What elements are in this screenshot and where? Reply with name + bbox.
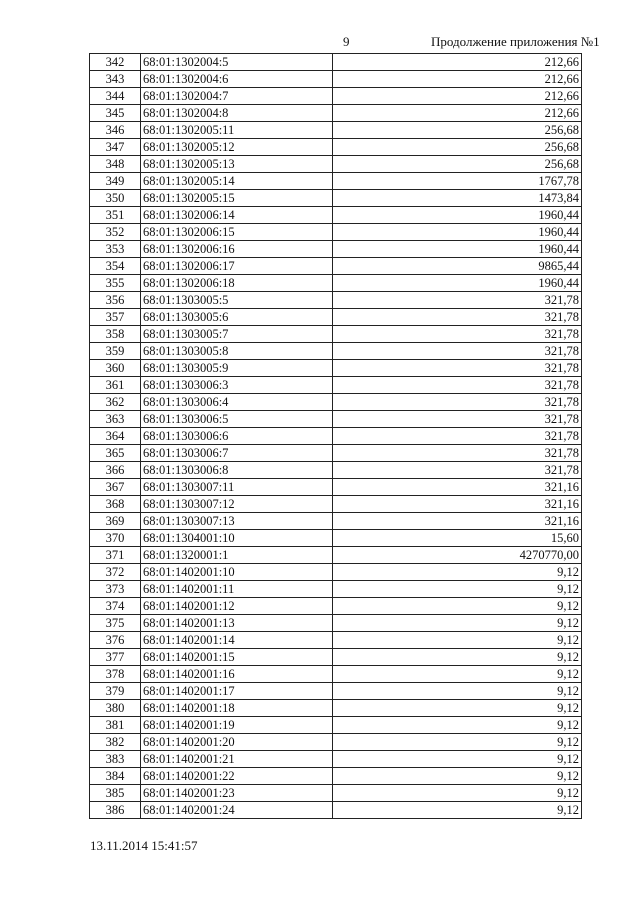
row-number-cell: 377 — [90, 649, 141, 666]
cadastral-number-cell: 68:01:1303005:5 — [141, 292, 333, 309]
page-header-title: Продолжение приложения №1 — [431, 34, 600, 49]
value-cell: 1960,44 — [333, 224, 582, 241]
cadastral-number-cell: 68:01:1302004:7 — [141, 88, 333, 105]
cadastral-number-cell: 68:01:1303005:9 — [141, 360, 333, 377]
row-number-cell: 360 — [90, 360, 141, 377]
value-cell: 321,78 — [333, 411, 582, 428]
value-cell: 9,12 — [333, 632, 582, 649]
table-row — [90, 513, 582, 530]
row-number-cell: 382 — [90, 734, 141, 751]
row-number-cell: 373 — [90, 581, 141, 598]
row-number-cell: 355 — [90, 275, 141, 292]
table-row — [90, 275, 582, 292]
table-row — [90, 683, 582, 700]
cadastral-number-cell: 68:01:1402001:17 — [141, 683, 333, 700]
cadastral-number-cell: 68:01:1303005:8 — [141, 343, 333, 360]
row-number-cell: 348 — [90, 156, 141, 173]
row-number-cell: 347 — [90, 139, 141, 156]
row-number-cell: 356 — [90, 292, 141, 309]
table-row — [90, 717, 582, 734]
cadastral-number-cell: 68:01:1320001:1 — [141, 547, 333, 564]
cadastral-number-cell: 68:01:1302004:5 — [141, 54, 333, 71]
cadastral-number-cell: 68:01:1303007:12 — [141, 496, 333, 513]
cadastral-number-cell: 68:01:1302005:11 — [141, 122, 333, 139]
cadastral-number-cell: 68:01:1402001:18 — [141, 700, 333, 717]
cadastral-number-cell: 68:01:1302006:17 — [141, 258, 333, 275]
row-number-cell: 354 — [90, 258, 141, 275]
cadastral-number-cell: 68:01:1402001:19 — [141, 717, 333, 734]
value-cell: 321,78 — [333, 394, 582, 411]
value-cell: 9,12 — [333, 683, 582, 700]
value-cell: 9,12 — [333, 717, 582, 734]
cadastral-number-cell: 68:01:1303005:7 — [141, 326, 333, 343]
row-number-cell: 378 — [90, 666, 141, 683]
cadastral-number-cell: 68:01:1302006:16 — [141, 241, 333, 258]
table-row — [90, 360, 582, 377]
cadastral-number-cell: 68:01:1303007:11 — [141, 479, 333, 496]
table-row — [90, 173, 582, 190]
table-row — [90, 632, 582, 649]
table-row — [90, 428, 582, 445]
row-number-cell: 371 — [90, 547, 141, 564]
cadastral-number-cell: 68:01:1402001:23 — [141, 785, 333, 802]
cadastral-number-cell: 68:01:1402001:15 — [141, 649, 333, 666]
value-cell: 321,78 — [333, 428, 582, 445]
value-cell: 15,60 — [333, 530, 582, 547]
table-row — [90, 122, 582, 139]
table-row — [90, 258, 582, 275]
value-cell: 212,66 — [333, 88, 582, 105]
value-cell: 1473,84 — [333, 190, 582, 207]
table-row — [90, 768, 582, 785]
table-row — [90, 309, 582, 326]
row-number-cell: 345 — [90, 105, 141, 122]
row-number-cell: 364 — [90, 428, 141, 445]
row-number-cell: 363 — [90, 411, 141, 428]
table-row — [90, 615, 582, 632]
row-number-cell: 383 — [90, 751, 141, 768]
row-number-cell: 346 — [90, 122, 141, 139]
table-row — [90, 785, 582, 802]
row-number-cell: 351 — [90, 207, 141, 224]
value-cell: 212,66 — [333, 105, 582, 122]
table-row — [90, 241, 582, 258]
table-row — [90, 581, 582, 598]
row-number-cell: 344 — [90, 88, 141, 105]
row-number-cell: 361 — [90, 377, 141, 394]
row-number-cell: 366 — [90, 462, 141, 479]
row-number-cell: 352 — [90, 224, 141, 241]
value-cell: 256,68 — [333, 156, 582, 173]
cadastral-number-cell: 68:01:1402001:22 — [141, 768, 333, 785]
table-row — [90, 394, 582, 411]
cadastral-number-cell: 68:01:1402001:16 — [141, 666, 333, 683]
value-cell: 321,78 — [333, 377, 582, 394]
row-number-cell: 372 — [90, 564, 141, 581]
cadastral-number-cell: 68:01:1402001:10 — [141, 564, 333, 581]
value-cell: 9,12 — [333, 581, 582, 598]
value-cell: 9,12 — [333, 564, 582, 581]
table-row — [90, 190, 582, 207]
value-cell: 1960,44 — [333, 241, 582, 258]
cadastral-number-cell: 68:01:1302006:18 — [141, 275, 333, 292]
row-number-cell: 357 — [90, 309, 141, 326]
row-number-cell: 370 — [90, 530, 141, 547]
data-table — [89, 53, 582, 819]
cadastral-number-cell: 68:01:1303006:4 — [141, 394, 333, 411]
value-cell: 9,12 — [333, 785, 582, 802]
value-cell: 321,78 — [333, 292, 582, 309]
row-number-cell: 386 — [90, 802, 141, 819]
value-cell: 1960,44 — [333, 207, 582, 224]
cadastral-number-cell: 68:01:1303006:6 — [141, 428, 333, 445]
cadastral-number-cell: 68:01:1302004:8 — [141, 105, 333, 122]
row-number-cell: 343 — [90, 71, 141, 88]
table-row — [90, 411, 582, 428]
cadastral-number-cell: 68:01:1402001:11 — [141, 581, 333, 598]
cadastral-number-cell: 68:01:1302005:14 — [141, 173, 333, 190]
table-row — [90, 224, 582, 241]
row-number-cell: 359 — [90, 343, 141, 360]
table-row — [90, 139, 582, 156]
table-row — [90, 462, 582, 479]
table-row — [90, 598, 582, 615]
table-row — [90, 156, 582, 173]
cadastral-number-cell: 68:01:1302004:6 — [141, 71, 333, 88]
value-cell: 4270770,00 — [333, 547, 582, 564]
table-row — [90, 343, 582, 360]
value-cell: 321,16 — [333, 513, 582, 530]
cadastral-number-cell: 68:01:1402001:21 — [141, 751, 333, 768]
row-number-cell: 376 — [90, 632, 141, 649]
cadastral-number-cell: 68:01:1303006:3 — [141, 377, 333, 394]
value-cell: 9,12 — [333, 802, 582, 819]
cadastral-number-cell: 68:01:1303006:5 — [141, 411, 333, 428]
value-cell: 321,78 — [333, 462, 582, 479]
row-number-cell: 380 — [90, 700, 141, 717]
value-cell: 321,16 — [333, 479, 582, 496]
cadastral-number-cell: 68:01:1402001:20 — [141, 734, 333, 751]
row-number-cell: 381 — [90, 717, 141, 734]
table-row — [90, 105, 582, 122]
row-number-cell: 353 — [90, 241, 141, 258]
value-cell: 321,78 — [333, 360, 582, 377]
table-row — [90, 547, 582, 564]
row-number-cell: 365 — [90, 445, 141, 462]
cadastral-number-cell: 68:01:1302005:15 — [141, 190, 333, 207]
row-number-cell: 350 — [90, 190, 141, 207]
value-cell: 321,16 — [333, 496, 582, 513]
row-number-cell: 369 — [90, 513, 141, 530]
table-row — [90, 564, 582, 581]
row-number-cell: 342 — [90, 54, 141, 71]
value-cell: 321,78 — [333, 343, 582, 360]
value-cell: 212,66 — [333, 71, 582, 88]
row-number-cell: 384 — [90, 768, 141, 785]
table-row — [90, 71, 582, 88]
row-number-cell: 362 — [90, 394, 141, 411]
value-cell: 9,12 — [333, 700, 582, 717]
cadastral-number-cell: 68:01:1302006:14 — [141, 207, 333, 224]
value-cell: 321,78 — [333, 326, 582, 343]
value-cell: 9,12 — [333, 598, 582, 615]
cadastral-number-cell: 68:01:1304001:10 — [141, 530, 333, 547]
cadastral-number-cell: 68:01:1402001:13 — [141, 615, 333, 632]
cadastral-number-cell: 68:01:1303005:6 — [141, 309, 333, 326]
value-cell: 321,78 — [333, 445, 582, 462]
cadastral-number-cell: 68:01:1303006:8 — [141, 462, 333, 479]
row-number-cell: 375 — [90, 615, 141, 632]
table-row — [90, 802, 582, 819]
row-number-cell: 374 — [90, 598, 141, 615]
table-row — [90, 377, 582, 394]
table-row — [90, 292, 582, 309]
cadastral-number-cell: 68:01:1302005:12 — [141, 139, 333, 156]
table-row — [90, 207, 582, 224]
table-row — [90, 479, 582, 496]
cadastral-number-cell: 68:01:1302006:15 — [141, 224, 333, 241]
row-number-cell: 367 — [90, 479, 141, 496]
row-number-cell: 385 — [90, 785, 141, 802]
value-cell: 1960,44 — [333, 275, 582, 292]
table-row — [90, 700, 582, 717]
value-cell: 256,68 — [333, 122, 582, 139]
table-row — [90, 445, 582, 462]
value-cell: 1767,78 — [333, 173, 582, 190]
table-row — [90, 54, 582, 71]
row-number-cell: 379 — [90, 683, 141, 700]
cadastral-number-cell: 68:01:1402001:14 — [141, 632, 333, 649]
table-body — [90, 54, 582, 819]
value-cell: 212,66 — [333, 54, 582, 71]
value-cell: 9,12 — [333, 615, 582, 632]
table-row — [90, 326, 582, 343]
cadastral-number-cell: 68:01:1302005:13 — [141, 156, 333, 173]
row-number-cell: 358 — [90, 326, 141, 343]
table-row — [90, 751, 582, 768]
value-cell: 9,12 — [333, 666, 582, 683]
cadastral-number-cell: 68:01:1402001:12 — [141, 598, 333, 615]
value-cell: 9865,44 — [333, 258, 582, 275]
cadastral-number-cell: 68:01:1303006:7 — [141, 445, 333, 462]
value-cell: 9,12 — [333, 649, 582, 666]
cadastral-number-cell: 68:01:1402001:24 — [141, 802, 333, 819]
value-cell: 321,78 — [333, 309, 582, 326]
table-row — [90, 649, 582, 666]
cadastral-number-cell: 68:01:1303007:13 — [141, 513, 333, 530]
row-number-cell: 368 — [90, 496, 141, 513]
table-row — [90, 530, 582, 547]
value-cell: 256,68 — [333, 139, 582, 156]
value-cell: 9,12 — [333, 751, 582, 768]
table-row — [90, 88, 582, 105]
table-row — [90, 496, 582, 513]
page-number: 9 — [343, 34, 350, 49]
table-row — [90, 666, 582, 683]
value-cell: 9,12 — [333, 768, 582, 785]
footer-timestamp: 13.11.2014 15:41:57 — [90, 838, 198, 853]
value-cell: 9,12 — [333, 734, 582, 751]
table-row — [90, 734, 582, 751]
row-number-cell: 349 — [90, 173, 141, 190]
